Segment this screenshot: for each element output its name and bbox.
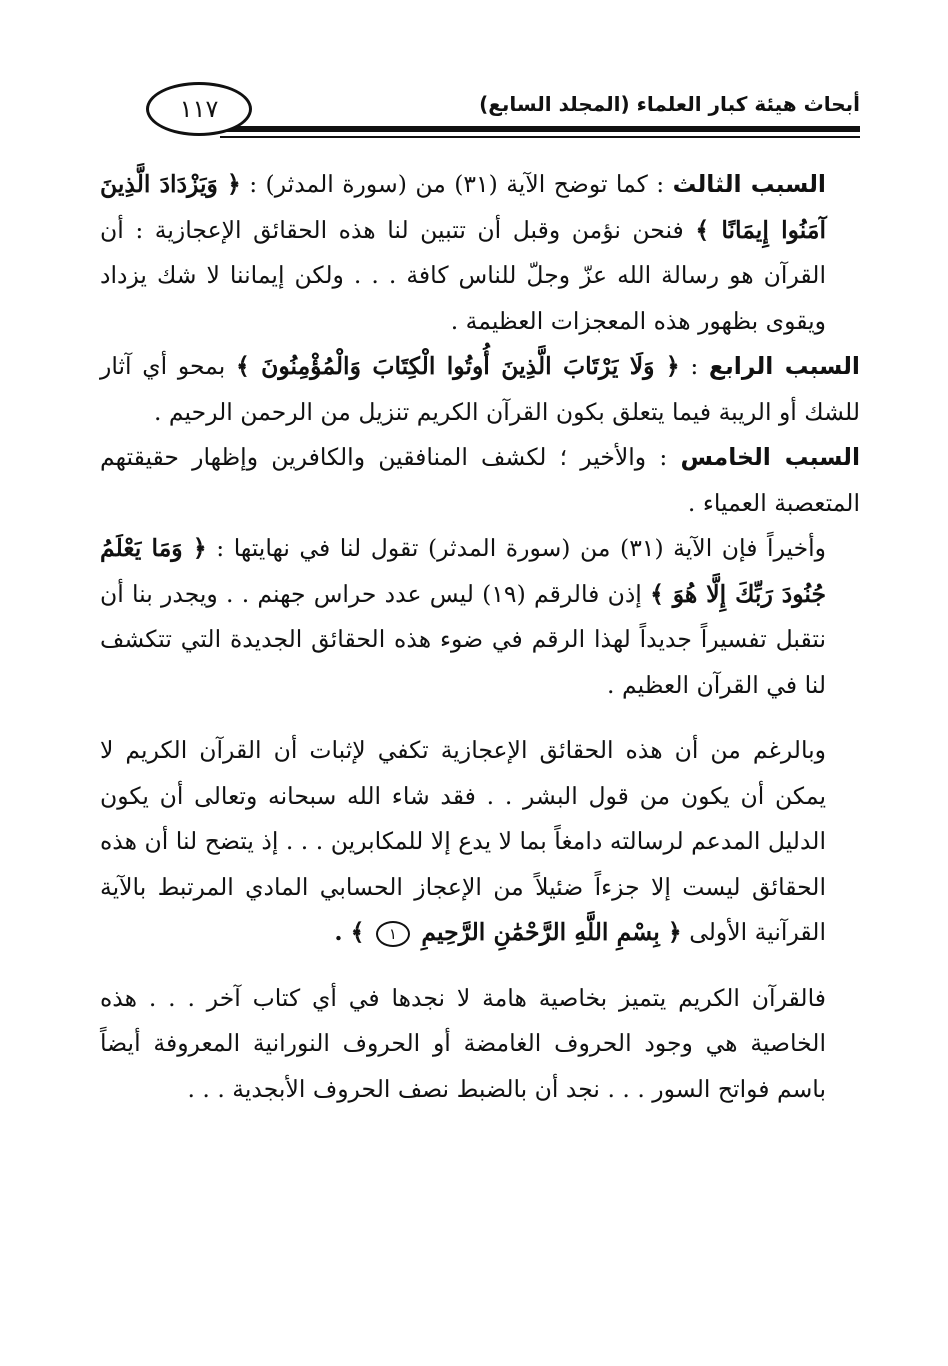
running-title: أبحاث هيئة كبار العلماء (المجلد السابع): [479, 92, 860, 116]
ayah-number-mark: ١: [376, 921, 410, 947]
paragraph-finally: [100, 526, 860, 708]
paragraph-despite: [100, 728, 860, 956]
paragraph-text: إذن فالرقم (١٩) ليس عدد حراس جهنم . . ويجدر بنا أن نتقبل تفسيراً جديداً لهذا الرقم في ضوء هذه الحقائق الجديدة التي تتكشف لنا في القرآن العظيم .: [100, 579, 826, 699]
paragraph-text: بمحو أي آثار للشك أو الريبة فيما يتعلق بكون القرآن الكريم تنزيل من الرحمن الرحيم .: [100, 352, 860, 426]
paragraph-text: : كما توضح الآية (٣١) من (سورة المدثر) :: [249, 170, 665, 198]
verse-end-bracket: ﴾ .: [334, 918, 365, 946]
page-header: [100, 70, 860, 140]
paragraph-fourth-reason: [100, 344, 860, 435]
page-number: ١١٧: [146, 82, 252, 136]
basmala-verse: ﴿ بِسْمِ اللَّهِ الرَّحْمَٰنِ الرَّحِيمِ: [421, 918, 682, 946]
paragraph-quran-feature: [100, 976, 860, 1113]
quran-verse: ﴿ وَيَزْدَادَ الَّذِينَ آمَنُوا إِيمَانًا ﴾: [100, 170, 826, 244]
paragraph-text: فنحن نؤمن وقبل أن تتبين لنا هذه الحقائق الإعجازية : أن القرآن هو رسالة الله عزّ وجلّ للناس كافة . . . ولكن إيماننا لا شك يزداد ويقوى بظهور هذه المعجزات العظيمة .: [100, 215, 826, 335]
header-rule-thin: [220, 136, 860, 138]
paragraph-text: وبالرغم من أن هذه الحقائق الإعجازية تكفي لإثبات أن القرآن الكريم لا يمكن أن يكون من قول البشر . . فقد شاء الله سبحانه وتعالى أن يكون الدليل المدعم لرسالته دامغاً بما لا يدع إلا للمكابرين . . . إذ يتضح لنا أن هذه الحقائق ليست إلا جزءاً ضئيلاً من الإعجاز الحسابي المادي المرتبط بالآية القرآنية الأولى: [100, 736, 826, 946]
quran-verse: ﴿ وَلَا يَرْتَابَ الَّذِينَ أُوتُوا الْكِتَابَ وَالْمُؤْمِنُونَ ﴾: [235, 352, 680, 380]
paragraph-text: :: [690, 352, 699, 380]
header-rule-thick: [220, 126, 860, 132]
paragraph-fifth-reason: [100, 435, 860, 526]
paragraph-label: السبب الرابع: [708, 352, 860, 380]
paragraph-text: وأخيراً فإن الآية (٣١) من (سورة المدثر) تقول لنا في نهايتها :: [216, 534, 826, 562]
paragraph-text: فالقرآن الكريم يتميز بخاصية هامة لا نجدها في أي كتاب آخر . . . هذه الخاصية هي وجود الحروف الغامضة أو الحروف النورانية المعروفة أيضاً باسم فواتح السور . . . نجد أن بالضبط نصف الحروف الأبجدية . . .: [100, 983, 826, 1103]
body-text: [100, 162, 860, 1112]
paragraph-third-reason: [100, 162, 860, 344]
paragraph-label: السبب الخامس: [680, 443, 860, 471]
paragraph-text: : والأخير ؛ لكشف المنافقين والكافرين وإظهار حقيقتهم المتعصبة العمياء .: [100, 443, 860, 517]
quran-verse: ﴿ وَمَا يَعْلَمُ جُنُودَ رَبِّكَ إِلَّا هُوَ ﴾: [100, 534, 826, 608]
paragraph-label: السبب الثالث: [672, 170, 826, 198]
